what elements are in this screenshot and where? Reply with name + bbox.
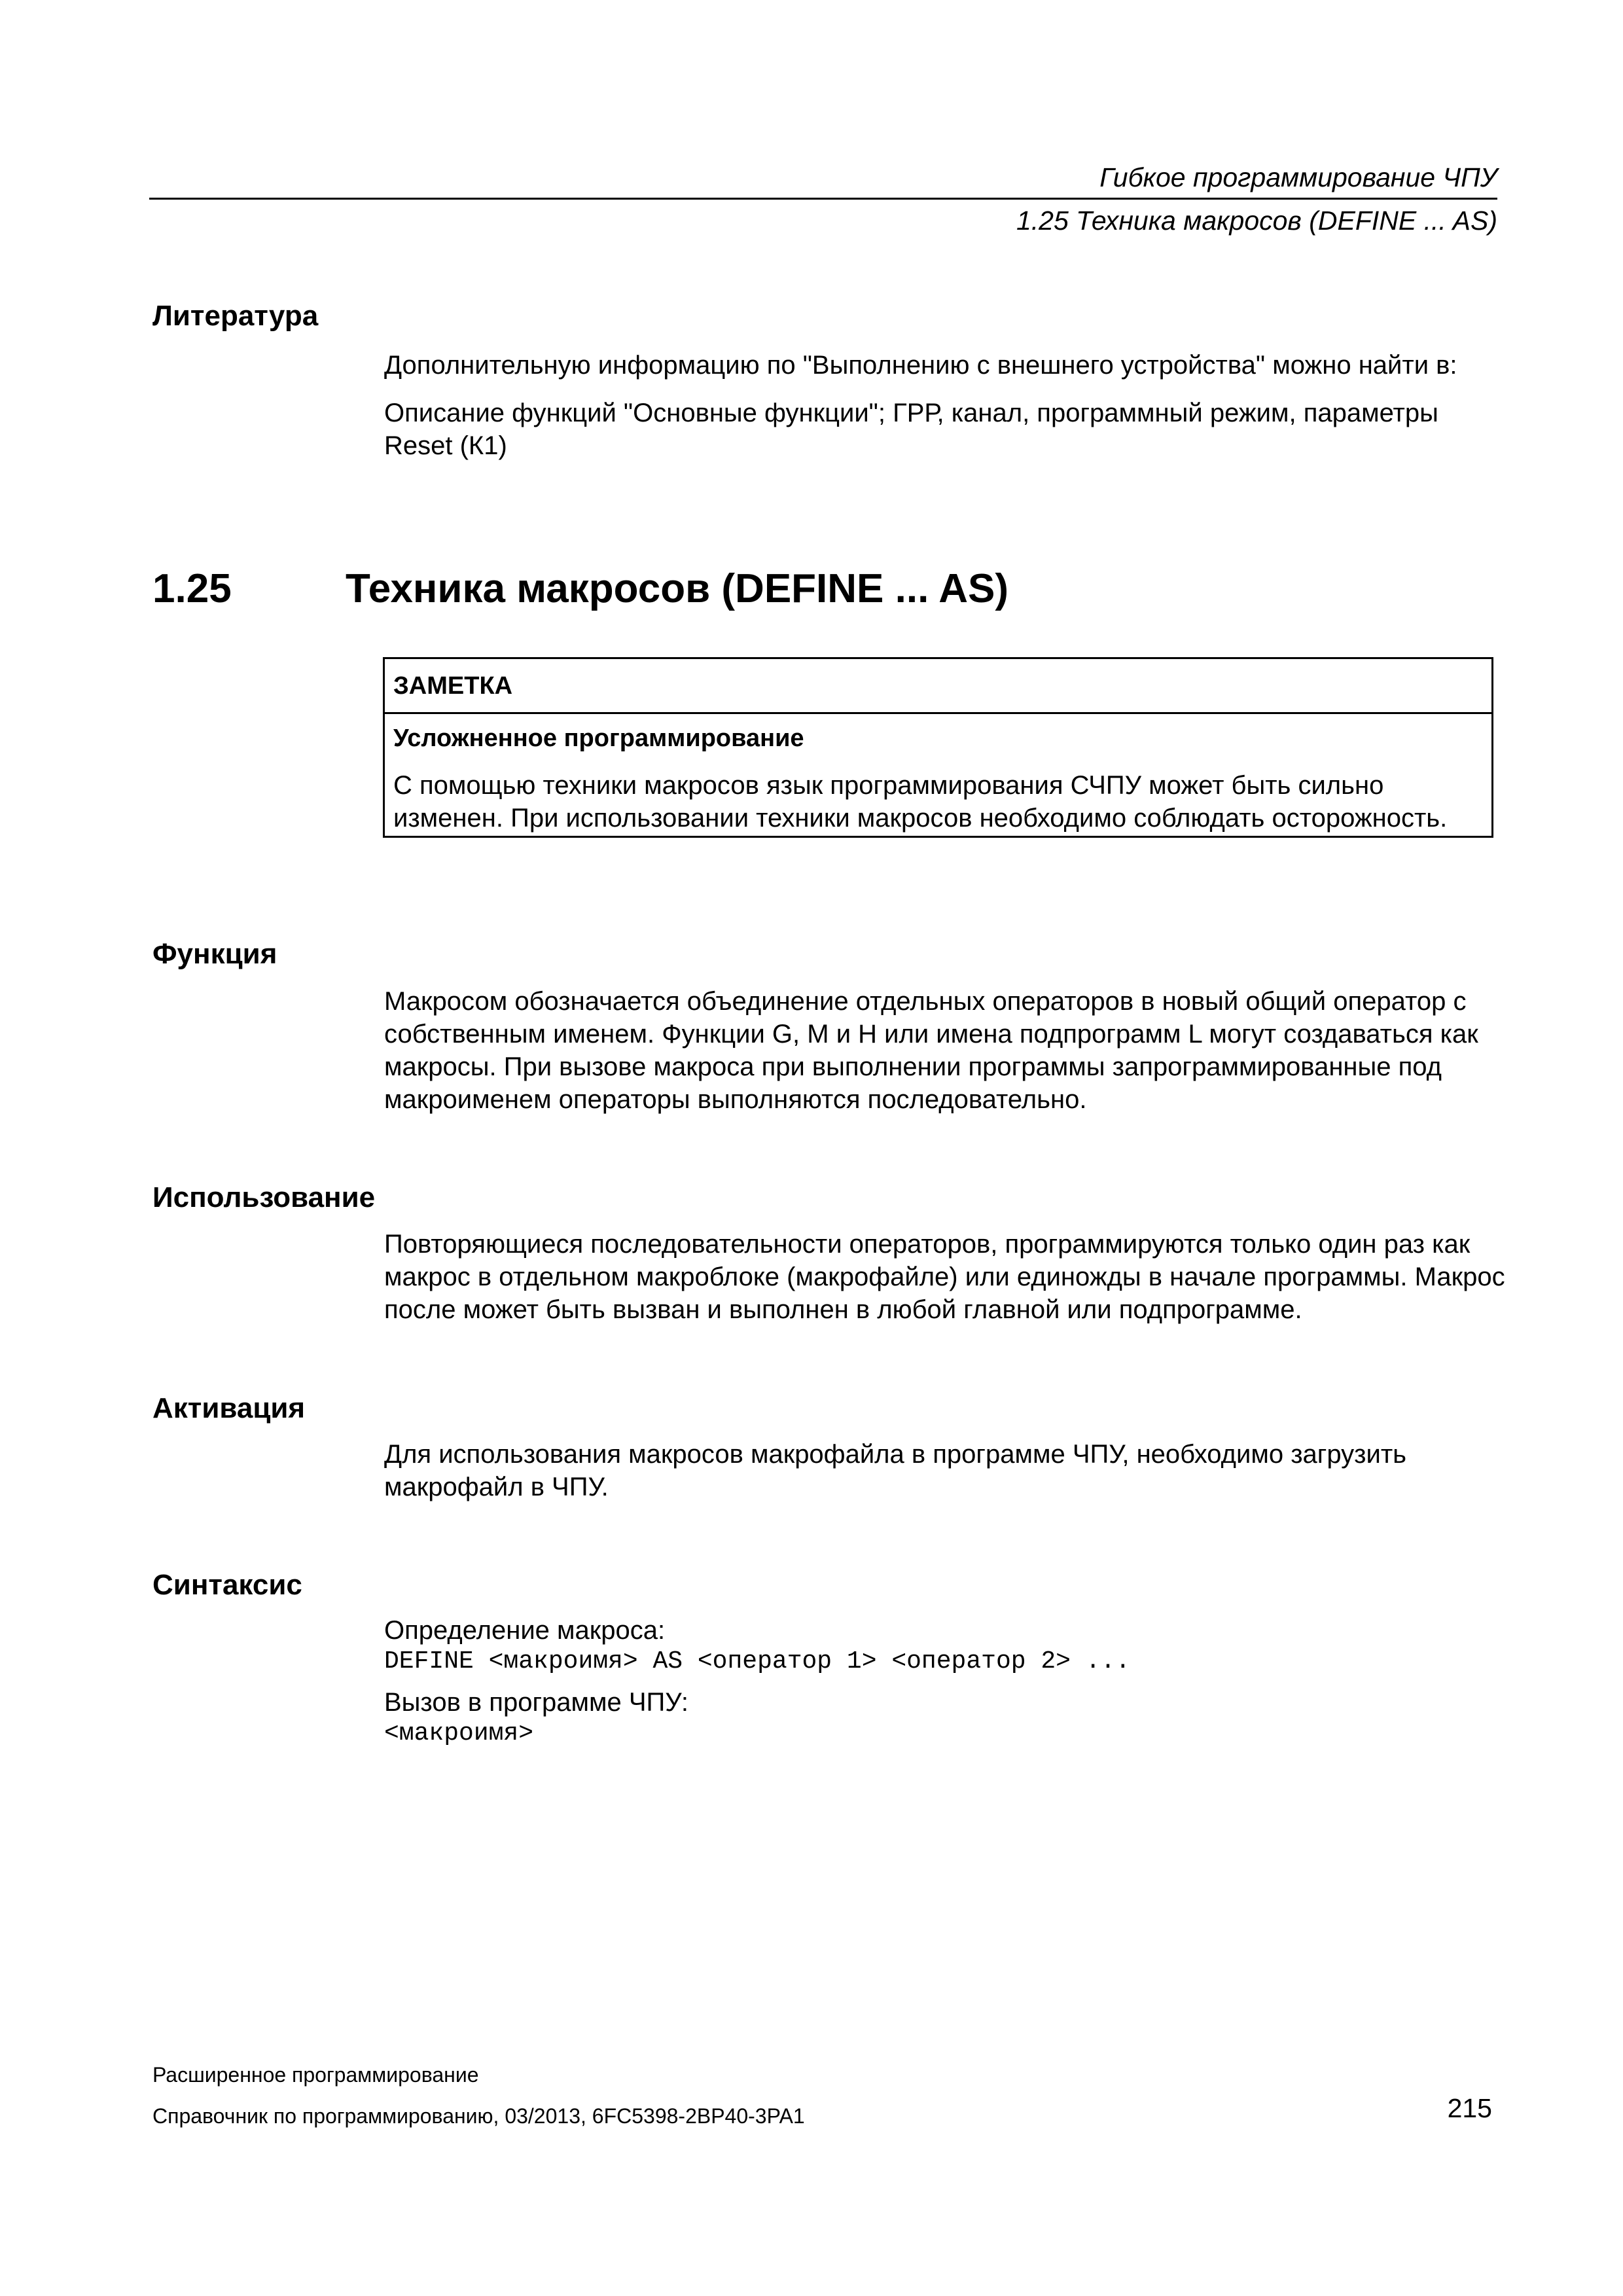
page-number: 215 — [1447, 2093, 1492, 2123]
literature-line-1: Дополнительную информацию по "Выполнению с внешнего устройства" можно найти в: — [384, 351, 1457, 380]
usage-heading: Использование — [152, 1181, 376, 1213]
usage-text: Повторяющиеся последовательности операторов, программируются только один раз как макрос в отдельном макроблоке (макрофайле) или единожды в начале программы. Макрос после может быть вызван и выполнен в любой главной или подпрограмме. — [384, 1230, 1505, 1324]
syntax-call-label: Вызов в программе ЧПУ: — [384, 1688, 688, 1717]
activation-text: Для использования макросов макрофайла в программе ЧПУ, необходимо загрузить макрофайл в ЧПУ. — [384, 1440, 1407, 1501]
literature-body — [384, 349, 1510, 462]
footer-book-title: Расширенное программирование — [152, 2063, 479, 2087]
note-label: ЗАМЕТКА — [393, 672, 513, 700]
note-header — [385, 659, 1491, 714]
literature-heading: Литература — [152, 300, 319, 332]
activation-heading: Активация — [152, 1392, 306, 1424]
function-text: Макросом обозначается объединение отдельных операторов в новый общий оператор с собственным именем. Функции G, M и H или имена подпрограмм L могут создаваться как макросы. При вызове макроса при выполнении программы запрограммированные под макроименем операторы выполняются последовательно. — [384, 987, 1478, 1114]
footer-manual-info: Справочник по программированию, 03/2013, 6FC5398-2BP40-3PA1 — [152, 2104, 805, 2128]
syntax-call-code: <макроимя> — [384, 1719, 534, 1748]
function-heading: Функция — [152, 938, 277, 970]
note-text: С помощью техники макросов язык программирования СЧПУ может быть сильно изменен. При использовании техники макросов необходимо соблюдать осторожность. — [393, 771, 1448, 833]
chapter-title: Техника макросов (DEFINE ... AS) — [346, 566, 1009, 611]
syntax-heading: Синтаксис — [152, 1569, 302, 1601]
literature-line-2: Описание функций "Основные функции"; ГРР, канал, программный режим, параметры Reset (К1) — [384, 399, 1438, 460]
note-subtitle: Усложненное программирование — [393, 725, 804, 752]
header-rule — [149, 198, 1497, 200]
syntax-definition-code: DEFINE <макроимя> AS <оператор 1> <оператор 2> ... — [384, 1647, 1131, 1676]
syntax-definition-label: Определение макроса: — [384, 1616, 666, 1645]
running-header-section: Гибкое программирование ЧПУ — [1099, 162, 1497, 192]
running-header-subsection: 1.25 Техника макросов (DEFINE ... AS) — [1016, 206, 1497, 236]
chapter-number: 1.25 — [152, 566, 232, 611]
syntax-block — [384, 1614, 1510, 1749]
note-box — [383, 657, 1493, 838]
